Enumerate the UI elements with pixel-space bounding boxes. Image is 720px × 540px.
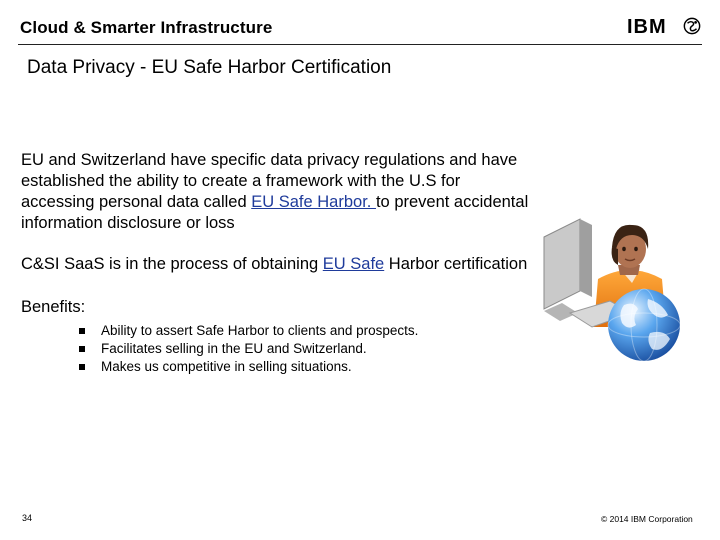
bullet-icon [79, 346, 85, 352]
brand-title: Cloud & Smarter Infrastructure [20, 18, 273, 37]
list-item [79, 340, 531, 358]
paragraph-text: to prevent accidental information disclosure or loss [21, 193, 529, 232]
list-item-text: Ability to assert Safe Harbor to clients and prospects. [101, 323, 419, 338]
bullet-icon [79, 364, 85, 370]
copyright-notice: © 2014 IBM Corporation [601, 514, 693, 524]
eu-safe-link[interactable]: EU Safe [322, 255, 385, 273]
slide-body [21, 150, 531, 376]
paragraph-text: C&SI SaaS is in the process of obtaining [21, 255, 323, 273]
header-divider [18, 44, 702, 45]
smarter-planet-icon [683, 17, 701, 35]
page-number: 34 [22, 513, 33, 523]
paragraph-text: Harbor certification [384, 255, 528, 273]
paragraph-certification [21, 254, 531, 275]
bullet-icon [79, 328, 85, 334]
list-item [79, 358, 531, 376]
person-at-computer-with-globe-icon [540, 209, 702, 363]
ibm-logo: IBM [627, 16, 667, 38]
slide-header [0, 0, 720, 44]
benefits-label: Benefits: [21, 298, 86, 316]
list-item [79, 322, 531, 340]
paragraph-safe-harbor [21, 150, 531, 234]
benefits-list [21, 322, 531, 376]
list-item-text: Makes us competitive in selling situations. [101, 359, 352, 374]
paragraph-text: EU and Switzerland have specific data privacy regulations and have established the ability to create a framework with the U.S for accessing personal data called [21, 151, 518, 211]
eu-safe-harbor-link[interactable]: EU Safe Harbor. [251, 193, 376, 211]
list-item-text: Facilitates selling in the EU and Switzerland. [101, 341, 367, 356]
slide-title: Data Privacy - EU Safe Harbor Certification [27, 57, 392, 78]
